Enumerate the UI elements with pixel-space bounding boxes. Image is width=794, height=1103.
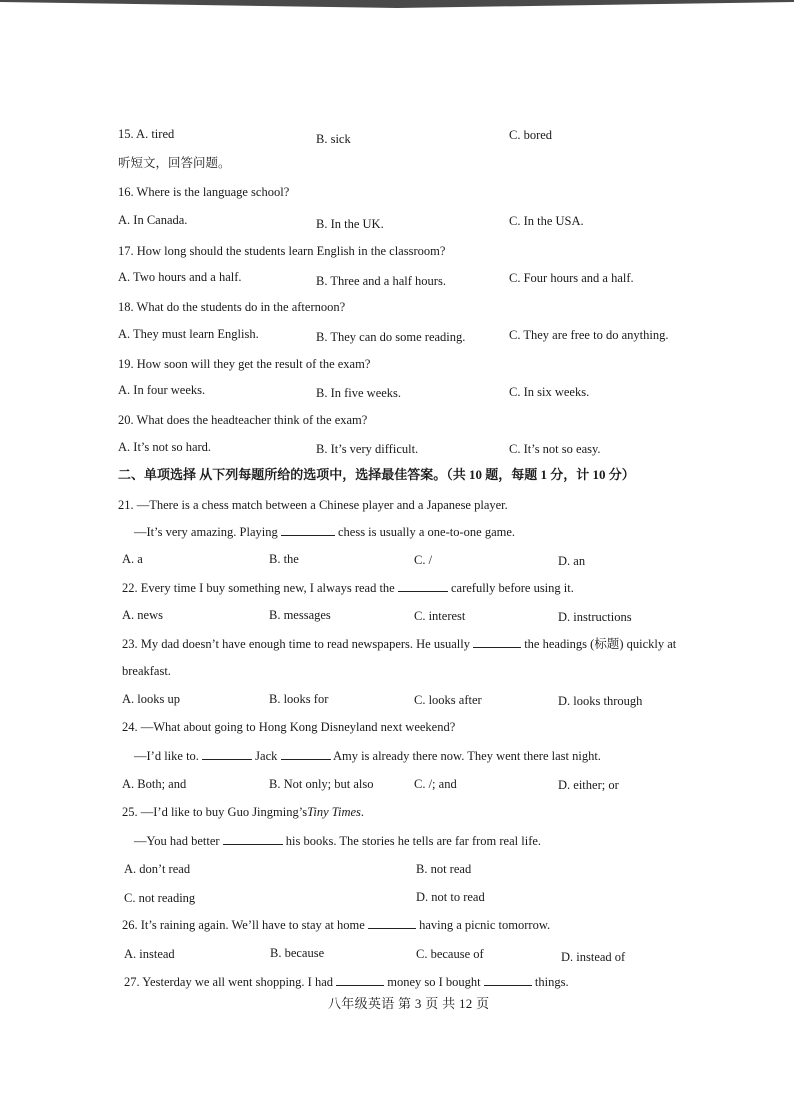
- q24-line1: 24. —What about going to Hong Kong Disneyland next weekend?: [122, 720, 456, 734]
- q23-line2: breakfast.: [122, 664, 171, 678]
- q26-text-a: 26. It’s raining again. We’ll have to stay at home: [122, 918, 365, 932]
- q24-option-c: C. /; and: [414, 777, 457, 791]
- q21-option-b: B. the: [269, 552, 299, 566]
- q15-option-a: 15. A. tired: [118, 127, 175, 141]
- q15-option-c: C. bored: [509, 128, 553, 142]
- q23-text-b: the headings (标题) quickly at: [524, 637, 677, 651]
- q19-option-b: B. In five weeks.: [316, 386, 402, 400]
- q19-question: 19. How soon will they get the result of the exam?: [118, 357, 371, 371]
- section-heading: 二、单项选择 从下列每题所给的选项中，选择最佳答案。（共 10 题，每题 1 分，计 10 分）: [118, 467, 635, 482]
- q18-option-b: B. They can do some reading.: [316, 330, 466, 344]
- answer-blank: [281, 524, 335, 536]
- q16-option-c: C. In the USA.: [509, 214, 584, 228]
- q25-option-b: B. not read: [416, 862, 472, 876]
- q20-option-b: B. It’s very difficult.: [316, 442, 419, 456]
- q21-text-b: chess is usually a one-to-one game.: [337, 525, 516, 539]
- q24-option-b: B. Not only; but also: [269, 777, 374, 791]
- q15-option-b: B. sick: [316, 132, 351, 146]
- q17-question: 17. How long should the students learn English in the classroom?: [118, 244, 446, 258]
- q27-line1: [124, 974, 569, 990]
- q25-book-title: Tiny Times: [307, 805, 361, 819]
- q24-line2: [134, 748, 601, 764]
- q21-line1: 21. —There is a chess match between a Chinese player and a Japanese player.: [118, 498, 508, 512]
- q22-line1: [122, 580, 574, 596]
- q21-text-a: —It’s very amazing. Playing: [134, 525, 278, 539]
- q25-text-d: —You had better: [134, 834, 220, 848]
- q21-line2: [134, 524, 515, 540]
- q22-text-a: 22. Every time I buy something new, I always read the: [122, 581, 395, 595]
- q20-option-c: C. It’s not so easy.: [509, 442, 601, 456]
- listening-instruction: 听短文，回答问题。: [118, 156, 231, 170]
- q23-option-b: B. looks for: [269, 692, 329, 706]
- q26-text-b: having a picnic tomorrow.: [419, 918, 551, 932]
- q26-option-b: B. because: [270, 946, 325, 960]
- q25-text-c: .: [360, 805, 365, 819]
- q26-line1: [122, 917, 550, 933]
- q23-option-c: C. looks after: [414, 693, 482, 707]
- q16-question: 16. Where is the language school?: [118, 185, 290, 199]
- q24-text-c: Amy is already there now. They went there last night.: [332, 749, 601, 763]
- q27-text-b: money so I bought: [387, 975, 481, 989]
- q22-option-b: B. messages: [269, 608, 331, 622]
- q22-option-c: C. interest: [414, 609, 466, 623]
- answer-blank: [368, 917, 416, 929]
- q25-line1: [122, 804, 364, 820]
- answer-blank: [223, 833, 283, 845]
- q26-option-a: A. instead: [124, 947, 175, 961]
- q19-option-a: A. In four weeks.: [118, 383, 206, 397]
- answer-blank: [398, 580, 448, 592]
- q25-text-a: 25. —I’d like to buy Guo Jingming’s: [122, 805, 308, 819]
- q22-text-b: carefully before using it.: [450, 581, 574, 595]
- answer-blank: [484, 974, 532, 986]
- q20-option-a: A. It’s not so hard.: [118, 440, 212, 454]
- q18-option-a: A. They must learn English.: [118, 327, 259, 341]
- q23-line1: [122, 636, 676, 652]
- q22-option-a: A. news: [122, 608, 163, 622]
- q24-option-a: A. Both; and: [122, 777, 187, 791]
- q23-option-d: D. looks through: [558, 694, 643, 708]
- answer-blank: [202, 748, 252, 760]
- q17-option-a: A. Two hours and a half.: [118, 270, 242, 284]
- q25-text-e: his books. The stories he tells are far from real life.: [285, 834, 542, 848]
- q24-option-d: D. either; or: [558, 778, 619, 792]
- q17-option-b: B. Three and a half hours.: [316, 274, 446, 288]
- q21-option-a: A. a: [122, 552, 143, 566]
- q23-option-a: A. looks up: [122, 692, 180, 706]
- q27-text-c: things.: [534, 975, 569, 989]
- q18-option-c: C. They are free to do anything.: [509, 328, 669, 342]
- q25-option-c: C. not reading: [124, 891, 196, 905]
- q20-question: 20. What does the headteacher think of the exam?: [118, 413, 368, 427]
- q22-option-d: D. instructions: [558, 610, 632, 624]
- answer-blank: [281, 748, 331, 760]
- q24-text-b: Jack: [255, 749, 278, 763]
- q16-option-b: B. In the UK.: [316, 217, 384, 231]
- scan-edge-shadow: [0, 0, 794, 8]
- q21-option-d: D. an: [558, 554, 586, 568]
- answer-blank: [473, 636, 521, 648]
- q16-option-a: A. In Canada.: [118, 213, 188, 227]
- q19-option-c: C. In six weeks.: [509, 385, 590, 399]
- q24-text-a: —I’d like to.: [134, 749, 199, 763]
- q26-option-d: D. instead of: [561, 950, 626, 964]
- q25-option-a: A. don’t read: [124, 862, 191, 876]
- q18-question: 18. What do the students do in the afternoon?: [118, 300, 346, 314]
- q27-text-a: 27. Yesterday we all went shopping. I had: [124, 975, 333, 989]
- q25-line2: [134, 833, 541, 849]
- q23-text-a: 23. My dad doesn’t have enough time to read newspapers. He usually: [122, 637, 470, 651]
- q17-option-c: C. Four hours and a half.: [509, 271, 634, 285]
- q26-option-c: C. because of: [416, 947, 484, 961]
- answer-blank: [336, 974, 384, 986]
- q21-option-c: C. /: [414, 553, 433, 567]
- q25-option-d: D. not to read: [416, 890, 485, 904]
- page-footer: 八年级英语 第 3 页 共 12 页: [328, 996, 490, 1011]
